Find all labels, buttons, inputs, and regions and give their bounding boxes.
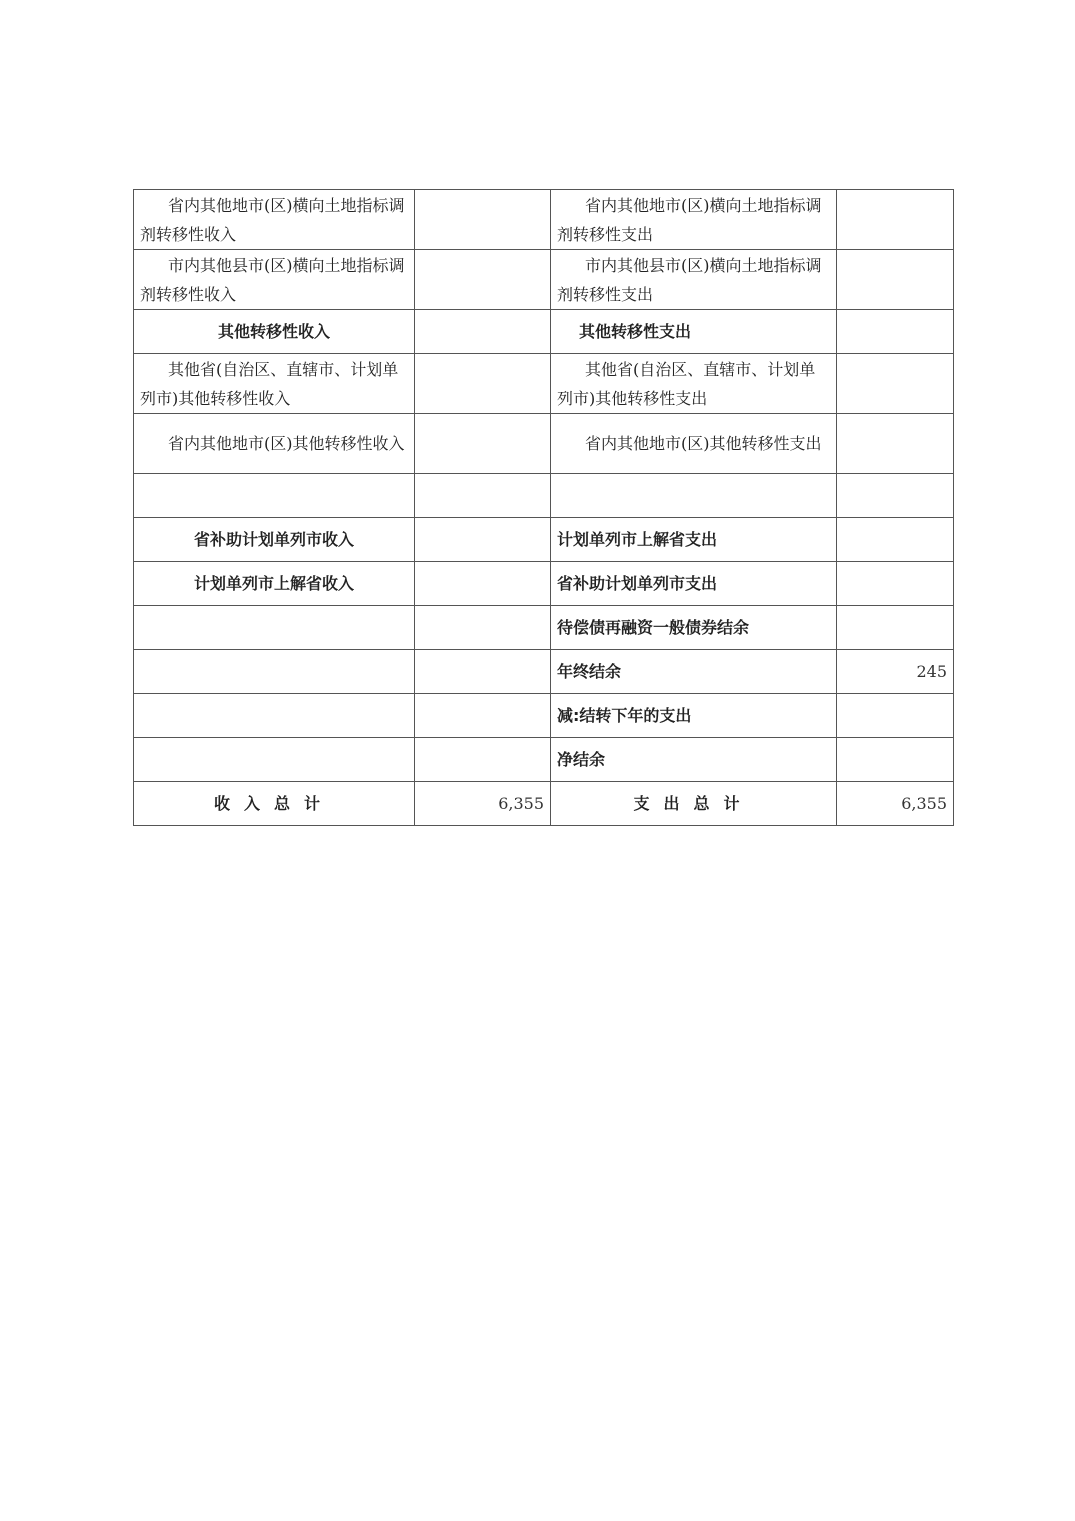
- table-row: [134, 694, 954, 738]
- income-value-cell: [415, 310, 551, 354]
- expense-label-cell: 其他转移性支出: [551, 310, 837, 354]
- expense-label-cell: 计划单列市上解省支出: [551, 518, 837, 562]
- expense-label-cell: 省补助计划单列市支出: [551, 562, 837, 606]
- income-value-cell: [415, 474, 551, 518]
- expense-label-cell: 待偿债再融资一般债券结余: [551, 606, 837, 650]
- table-row: [134, 738, 954, 782]
- income-label-cell: 省内其他地市(区)横向土地指标调剂转移性收入: [134, 190, 415, 250]
- expense-value-cell: [837, 606, 954, 650]
- income-value-cell: [415, 738, 551, 782]
- income-value-cell: [415, 694, 551, 738]
- expense-total-value: 6,355: [837, 782, 954, 826]
- expense-value-cell: [837, 474, 954, 518]
- table-row: [134, 518, 954, 562]
- expense-value-cell: [837, 190, 954, 250]
- income-label-cell: [134, 738, 415, 782]
- expense-value-cell: 245: [837, 650, 954, 694]
- income-total-label: 收入总计: [134, 782, 415, 826]
- table-row: [134, 562, 954, 606]
- income-value-cell: [415, 250, 551, 310]
- income-label-cell: 省补助计划单列市收入: [134, 518, 415, 562]
- income-value-cell: [415, 562, 551, 606]
- expense-value-cell: [837, 738, 954, 782]
- expense-label-cell: 其他省(自治区、直辖市、计划单列市)其他转移性支出: [551, 354, 837, 414]
- expense-label-cell: 市内其他县市(区)横向土地指标调剂转移性支出: [551, 250, 837, 310]
- income-label-cell: 市内其他县市(区)横向土地指标调剂转移性收入: [134, 250, 415, 310]
- table-row: [134, 190, 954, 250]
- expense-label-cell: [551, 474, 837, 518]
- income-label-cell: [134, 606, 415, 650]
- expense-value-cell: [837, 518, 954, 562]
- expense-label-cell: 净结余: [551, 738, 837, 782]
- expense-label-cell: 省内其他地市(区)其他转移性支出: [551, 414, 837, 474]
- income-label-cell: 其他省(自治区、直辖市、计划单列市)其他转移性收入: [134, 354, 415, 414]
- income-value-cell: [415, 606, 551, 650]
- expense-value-cell: [837, 694, 954, 738]
- table-row: [134, 650, 954, 694]
- table-row: [134, 354, 954, 414]
- expense-label-cell: 减:结转下年的支出: [551, 694, 837, 738]
- total-row: [134, 782, 954, 826]
- income-value-cell: [415, 354, 551, 414]
- income-value-cell: [415, 414, 551, 474]
- income-value-cell: [415, 190, 551, 250]
- table-row: [134, 606, 954, 650]
- income-value-cell: [415, 650, 551, 694]
- income-label-cell: 其他转移性收入: [134, 310, 415, 354]
- expense-value-cell: [837, 562, 954, 606]
- expense-value-cell: [837, 414, 954, 474]
- income-value-cell: [415, 518, 551, 562]
- table-row: [134, 474, 954, 518]
- budget-table: [133, 189, 954, 826]
- expense-value-cell: [837, 354, 954, 414]
- income-label-cell: [134, 694, 415, 738]
- income-label-cell: 计划单列市上解省收入: [134, 562, 415, 606]
- income-label-cell: 省内其他地市(区)其他转移性收入: [134, 414, 415, 474]
- expense-value-cell: [837, 250, 954, 310]
- table-row: [134, 250, 954, 310]
- table-row: [134, 414, 954, 474]
- table-row: [134, 310, 954, 354]
- expense-label-cell: 省内其他地市(区)横向土地指标调剂转移性支出: [551, 190, 837, 250]
- expense-value-cell: [837, 310, 954, 354]
- income-label-cell: [134, 474, 415, 518]
- income-label-cell: [134, 650, 415, 694]
- income-total-value: 6,355: [415, 782, 551, 826]
- expense-total-label: 支出总计: [551, 782, 837, 826]
- expense-label-cell: 年终结余: [551, 650, 837, 694]
